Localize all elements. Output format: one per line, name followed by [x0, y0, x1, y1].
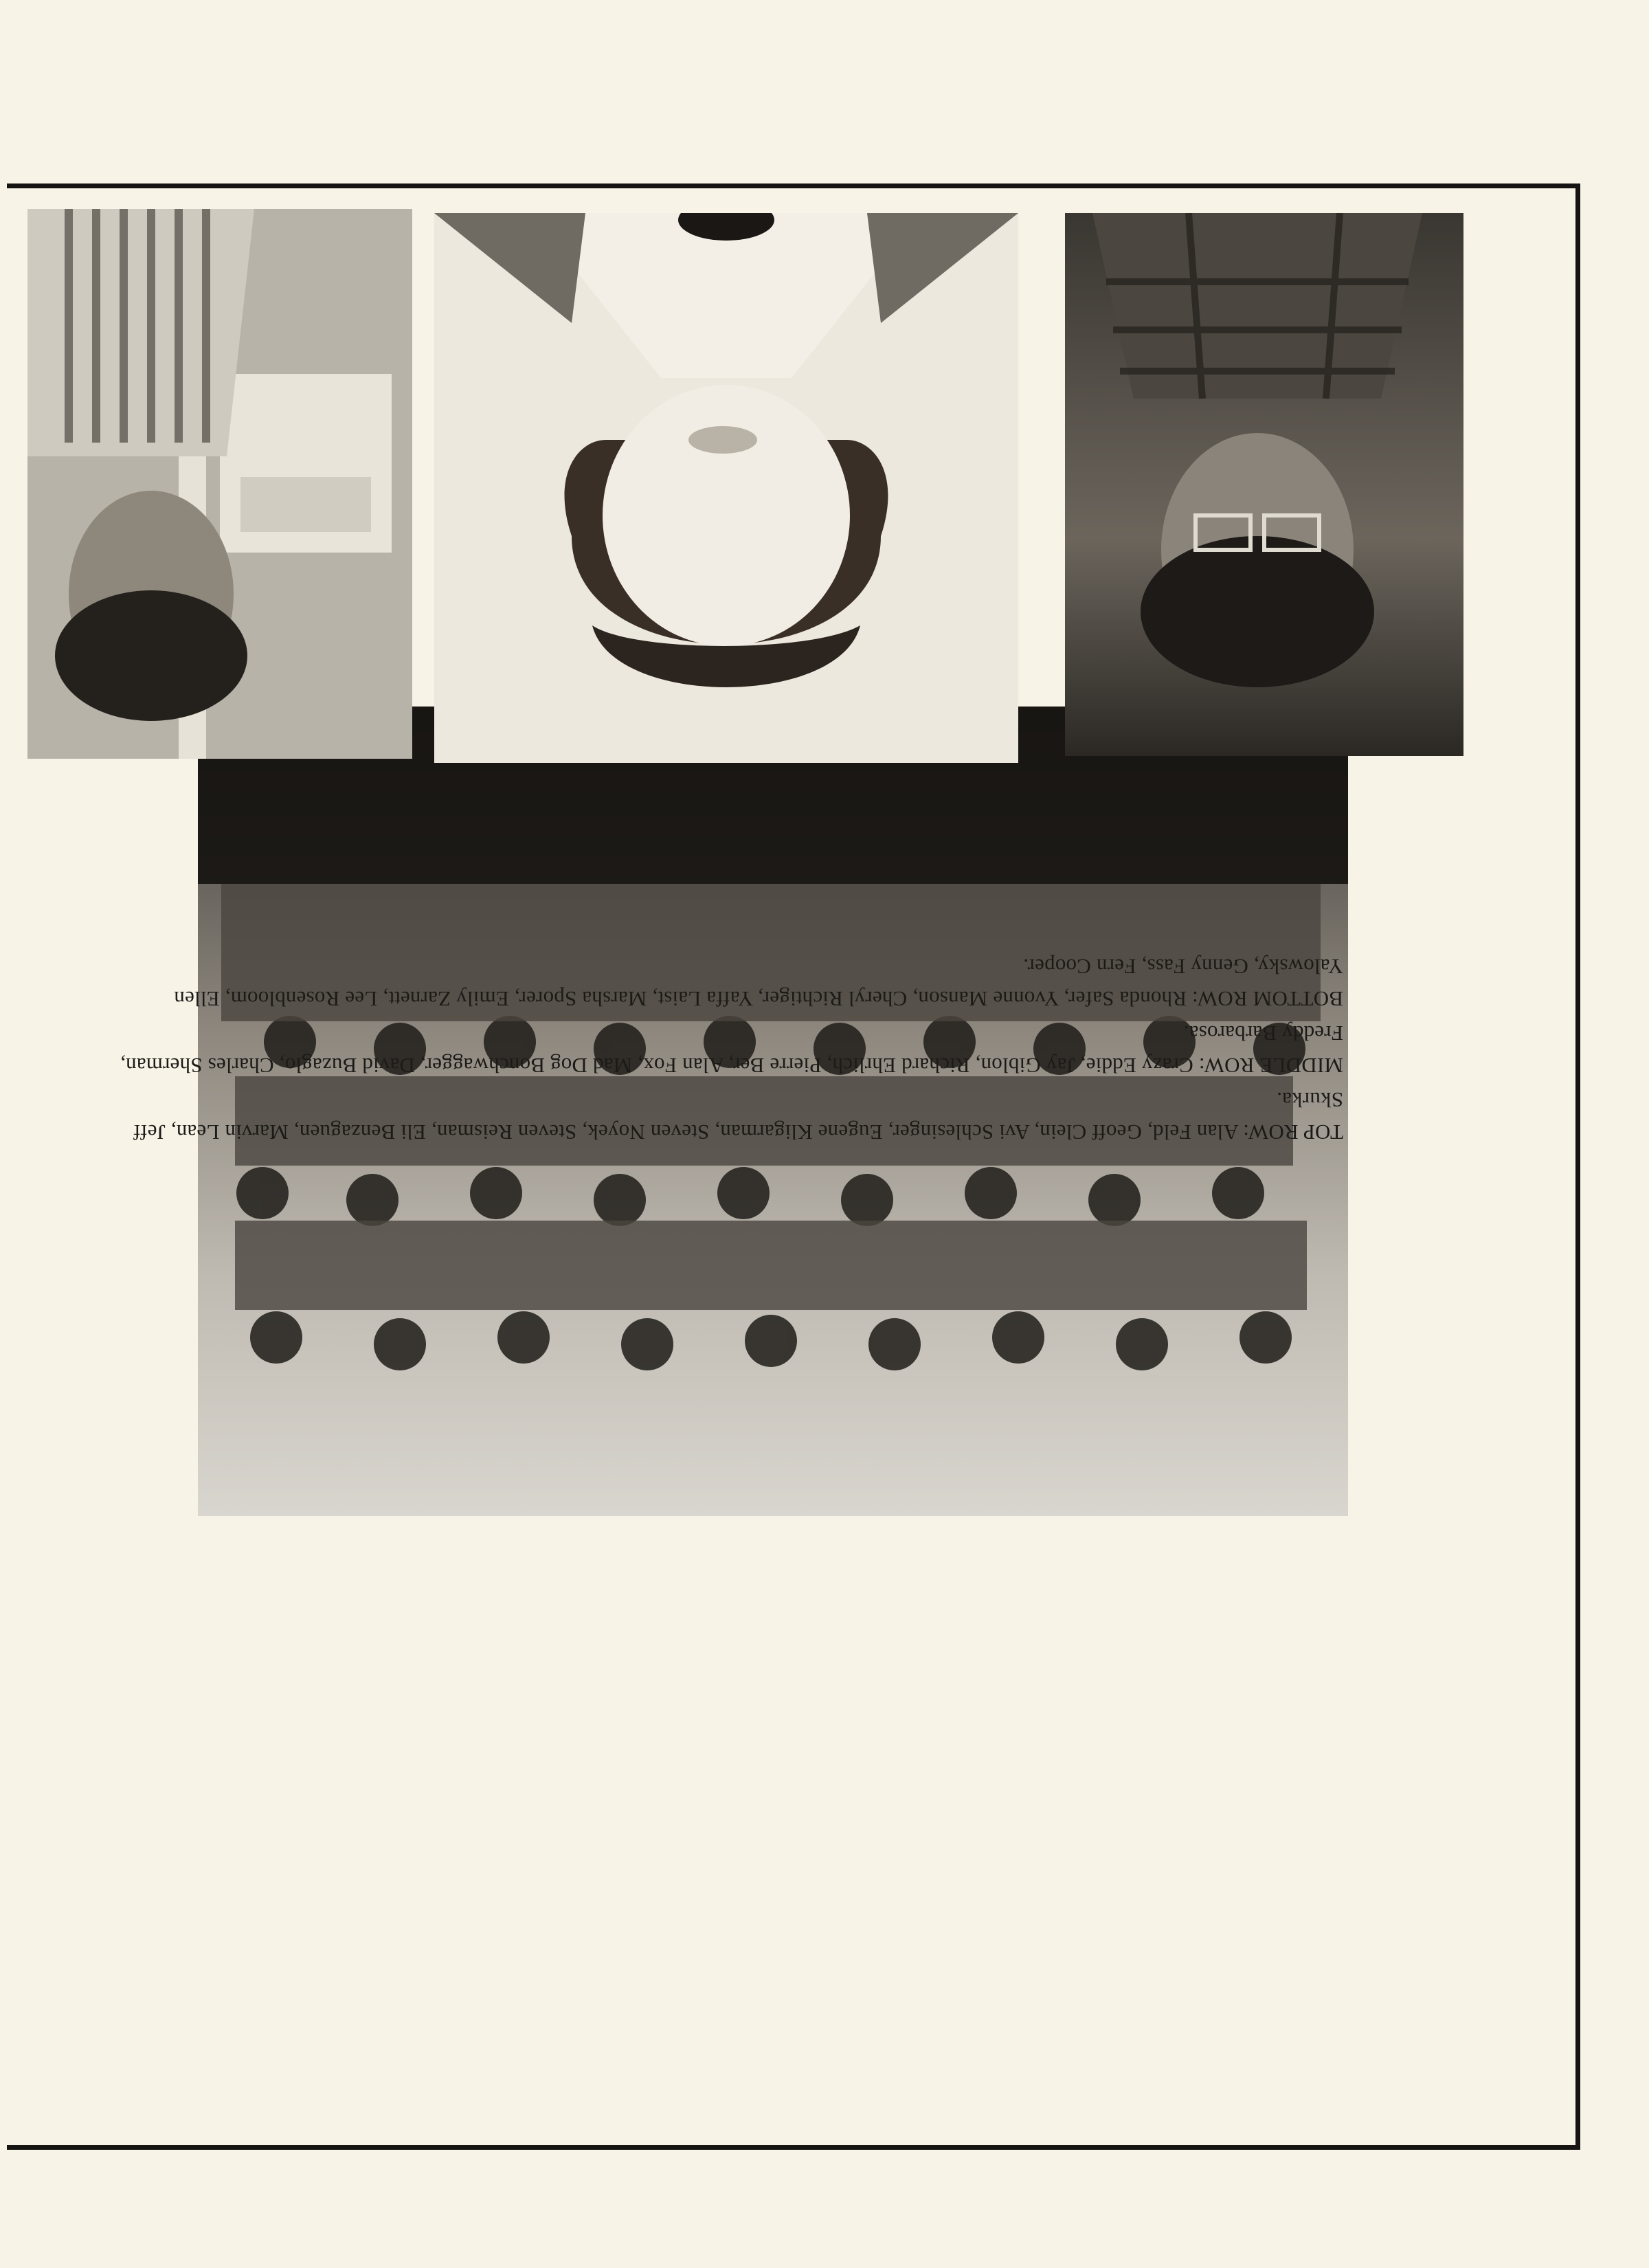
caption-bottom-row: BOTTOM ROW: Rhonda Safer, Yvonne Manson, Cheryl Richtiger, Yaffa Laist, Marsha Sporer, Emily Zarnett, Lee Rosenbloom, Ellen Yalowsky, Genny Fass, Fern Cooper. — [174, 955, 1343, 1011]
portrait-center-figure — [434, 213, 1018, 763]
caption-bottom-row-label: BOTTOM ROW — [1198, 987, 1343, 1011]
caption-top-row-names: Alan Feld, Geoff Clein, Avi Schlesinger, Eugene Kligarman, Steven Noyek, Steven Reisman, Eli Benzaguen, Marvin Lean, Jeff Skurka. — [133, 1088, 1343, 1144]
caption-top-row-label: TOP ROW — [1248, 1120, 1343, 1144]
frame-line-bottom — [7, 184, 1580, 188]
caption-bottom-row-names: Rhonda Safer, Yvonne Manson, Cheryl Richtiger, Yaffa Laist, Marsha Sporer, Emily Zarnett, Lee Rosenbloom, Ellen Yalowsky, Genny Fass, Fern Cooper. — [174, 955, 1343, 1011]
frame-line-left — [1575, 184, 1580, 2150]
photo-caption — [106, 948, 1343, 1148]
frame-line-top — [7, 2145, 1580, 2150]
caption-top-row: TOP ROW: Alan Feld, Geoff Clein, Avi Schlesinger, Eugene Kligarman, Steven Noyek, Steven Reisman, Eli Benzaguen, Marvin Lean, Jeff Skurka. — [133, 1088, 1343, 1144]
portrait-right-figure — [27, 209, 412, 759]
portrait-photo-glasses — [1065, 213, 1463, 756]
caption-middle-row: MIDDLE ROW: Crazy Eddie, Jay Giblon, Richard Ehrlich, Pierre Ber, Alan Fox, Mad Dog Bonchwagger, David Buzaglo, Charles Sherman, Freddy Barbarosa. — [120, 1021, 1343, 1078]
portrait-glasses-figure — [1065, 213, 1463, 756]
caption-middle-row-label: MIDDLE ROW — [1204, 1054, 1343, 1078]
caption-middle-row-names: Crazy Eddie, Jay Giblon, Richard Ehrlich, Pierre Ber, Alan Fox, Mad Dog Bonchwagger, David Buzaglo, Charles Sherman, Freddy Barbarosa. — [120, 1021, 1343, 1078]
portrait-photo-center — [434, 213, 1018, 763]
portrait-photo-right — [27, 209, 412, 759]
